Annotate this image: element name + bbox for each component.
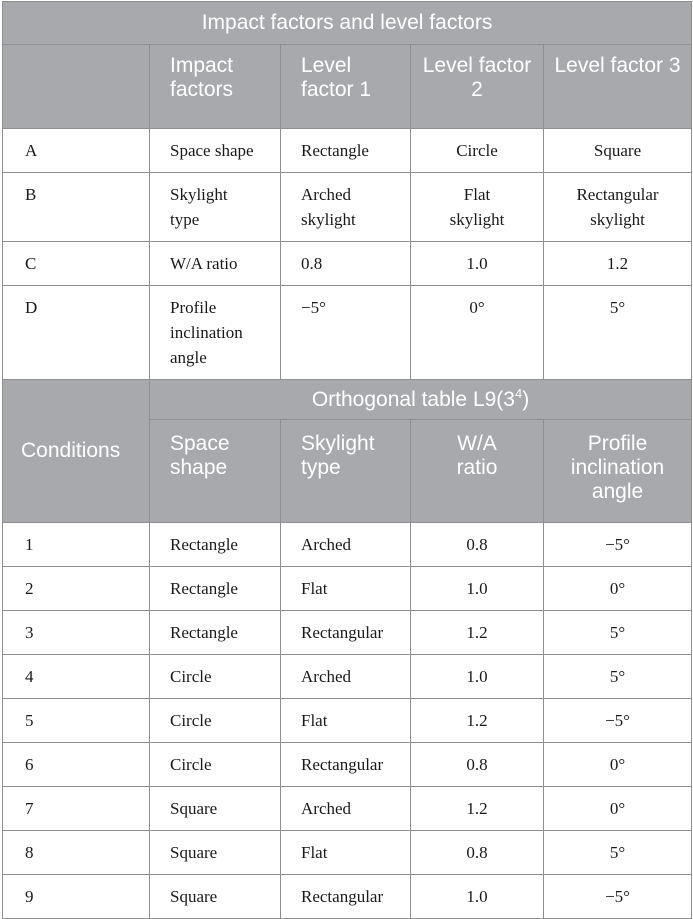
wa-ratio: 0.8 <box>411 743 544 787</box>
factor-id: D <box>3 286 150 380</box>
inclination-angle: 5° <box>544 611 692 655</box>
space-shape: Square <box>150 831 281 875</box>
wa-ratio: 1.2 <box>411 787 544 831</box>
condition-row-6 <box>3 743 692 787</box>
header-space-shape: Space shape <box>150 420 281 523</box>
skylight-type: Rectangular <box>281 611 411 655</box>
condition-number: 4 <box>3 655 150 699</box>
level-2: Flat skylight <box>411 173 544 242</box>
condition-row-5 <box>3 699 692 743</box>
condition-row-7 <box>3 787 692 831</box>
inclination-angle: 0° <box>544 567 692 611</box>
factor-id: B <box>3 173 150 242</box>
wa-ratio: 0.8 <box>411 523 544 567</box>
level-3: 1.2 <box>544 242 692 286</box>
level-1: 0.8 <box>281 242 411 286</box>
header-impact-factors: Impact factors <box>150 45 281 129</box>
condition-number: 8 <box>3 831 150 875</box>
factor-row-d <box>3 286 692 380</box>
wa-ratio: 1.0 <box>411 655 544 699</box>
condition-number: 6 <box>3 743 150 787</box>
header-wa-ratio: W/A ratio <box>411 420 544 523</box>
condition-row-2 <box>3 567 692 611</box>
skylight-type: Arched <box>281 523 411 567</box>
section2-title <box>150 380 692 420</box>
orthogonal-title-end: ) <box>522 387 530 411</box>
header-level-factor-3: Level factor 3 <box>544 45 692 129</box>
orthogonal-title-exponent: 4 <box>514 385 523 401</box>
condition-row-8 <box>3 831 692 875</box>
inclination-angle: −5° <box>544 699 692 743</box>
skylight-type: Flat <box>281 699 411 743</box>
factor-id: A <box>3 129 150 173</box>
orthogonal-title-base: Orthogonal table L9(3 <box>311 387 515 411</box>
factor-name: Space shape <box>150 129 281 173</box>
condition-number: 7 <box>3 787 150 831</box>
inclination-angle: 0° <box>544 787 692 831</box>
space-shape: Rectangle <box>150 567 281 611</box>
skylight-type: Arched <box>281 655 411 699</box>
condition-number: 5 <box>3 699 150 743</box>
condition-number: 2 <box>3 567 150 611</box>
factor-name: Skylight type <box>150 173 281 242</box>
space-shape: Circle <box>150 699 281 743</box>
inclination-angle: −5° <box>544 523 692 567</box>
level-3: Rectangular skylight <box>544 173 692 242</box>
section2-title-row <box>3 380 692 420</box>
inclination-angle: −5° <box>544 875 692 919</box>
inclination-angle: 5° <box>544 831 692 875</box>
factor-id: C <box>3 242 150 286</box>
section1-header-empty <box>3 45 150 129</box>
wa-ratio: 1.2 <box>411 699 544 743</box>
header-level-factor-1: Level factor 1 <box>281 45 411 129</box>
space-shape: Rectangle <box>150 611 281 655</box>
level-1: Rectangle <box>281 129 411 173</box>
wa-ratio: 1.0 <box>411 567 544 611</box>
wa-ratio: 0.8 <box>411 831 544 875</box>
condition-row-1 <box>3 523 692 567</box>
factor-name: Profile inclination angle <box>150 286 281 380</box>
factor-row-c <box>3 242 692 286</box>
header-level-factor-2: Level factor 2 <box>411 45 544 129</box>
level-1: Arched skylight <box>281 173 411 242</box>
header-conditions: Conditions <box>3 380 150 523</box>
wa-ratio: 1.0 <box>411 875 544 919</box>
skylight-type: Flat <box>281 567 411 611</box>
wa-ratio: 1.2 <box>411 611 544 655</box>
condition-row-9 <box>3 875 692 919</box>
condition-row-4 <box>3 655 692 699</box>
level-2: 0° <box>411 286 544 380</box>
condition-number: 1 <box>3 523 150 567</box>
factor-row-a <box>3 129 692 173</box>
factor-row-b <box>3 173 692 242</box>
condition-number: 9 <box>3 875 150 919</box>
skylight-type: Flat <box>281 831 411 875</box>
factors-table <box>2 1 692 919</box>
header-profile-inclination-angle: Profile inclination angle <box>544 420 692 523</box>
level-2: 1.0 <box>411 242 544 286</box>
skylight-type: Rectangular <box>281 875 411 919</box>
space-shape: Circle <box>150 655 281 699</box>
space-shape: Circle <box>150 743 281 787</box>
level-1: −5° <box>281 286 411 380</box>
condition-row-3 <box>3 611 692 655</box>
level-2: Circle <box>411 129 544 173</box>
factor-name: W/A ratio <box>150 242 281 286</box>
space-shape: Square <box>150 787 281 831</box>
space-shape: Rectangle <box>150 523 281 567</box>
condition-number: 3 <box>3 611 150 655</box>
skylight-type: Arched <box>281 787 411 831</box>
header-skylight-type: Skylight type <box>281 420 411 523</box>
skylight-type: Rectangular <box>281 743 411 787</box>
level-3: 5° <box>544 286 692 380</box>
section1-title: Impact factors and level factors <box>3 2 692 45</box>
space-shape: Square <box>150 875 281 919</box>
section1-header-row <box>3 45 692 129</box>
level-3: Square <box>544 129 692 173</box>
inclination-angle: 5° <box>544 655 692 699</box>
inclination-angle: 0° <box>544 743 692 787</box>
section1-title-row <box>3 2 692 45</box>
